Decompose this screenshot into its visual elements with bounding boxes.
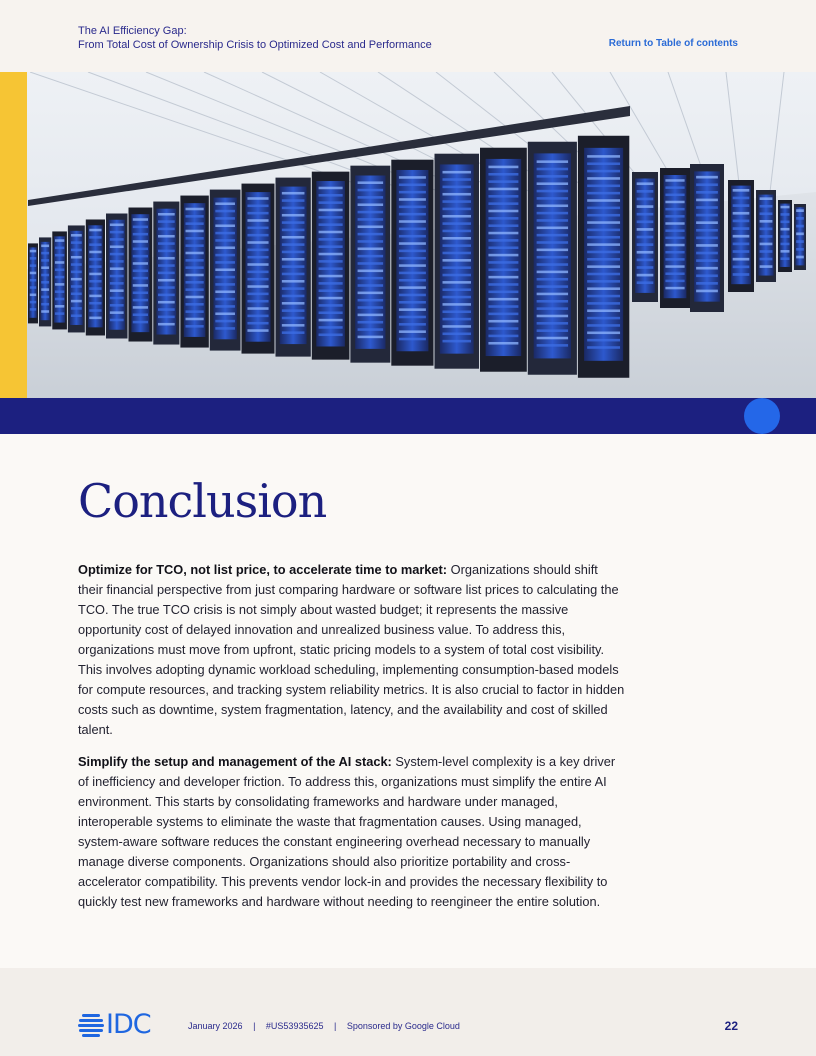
footer-meta <box>188 1021 460 1031</box>
hero-image <box>0 72 816 434</box>
paragraph-text: System-level complexity is a key driver of inefficiency and developer friction. To address this, organizations must simplify the entire AI environment. This starts by consolidating frameworks and hardware under managed, interoperable systems to eliminate the waste that fragmentation causes. Using managed, system-aware software reduces the constant engineering overhead necessary to manually manage diverse components. Organizations should also prioritize portability and cross-accelerator compatibility. This prevents vendor lock-in and provides the necessary flexibility to quickly test new frameworks and hardware without needing to reengineer the entire solution. <box>78 754 616 909</box>
blue-dot <box>744 398 780 434</box>
navy-band <box>0 398 816 434</box>
idc-logo-icon <box>78 1013 104 1037</box>
paragraph-tco <box>78 560 626 740</box>
document-title-line-2: From Total Cost of Ownership Crisis to Optimized Cost and Performance <box>78 39 432 51</box>
publication-date: January 2026 <box>188 1021 243 1031</box>
page-title: Conclusion <box>78 474 327 528</box>
document-id: #US53935625 <box>265 1021 324 1031</box>
paragraph-lead: Simplify the setup and management of the AI stack: <box>78 754 392 769</box>
page-header <box>0 0 816 72</box>
page-footer <box>0 968 816 1056</box>
document-title-line-1: The AI Efficiency Gap: <box>78 25 187 37</box>
return-to-toc-link[interactable]: Return to Table of contents <box>608 38 738 49</box>
paragraph-lead: Optimize for TCO, not list price, to accelerate time to market: <box>78 562 448 577</box>
paragraph-ai-stack <box>78 752 626 912</box>
page-number: 22 <box>724 1019 738 1033</box>
document-title <box>78 24 432 52</box>
sponsor-text: Sponsored by Google Cloud <box>346 1021 460 1031</box>
separator: | <box>334 1021 337 1031</box>
conclusion-body <box>78 560 626 924</box>
idc-logo-text: IDC <box>106 1009 151 1040</box>
paragraph-text: Organizations should shift their financial perspective from just comparing hardware or software list prices to calculating the TCO. The true TCO crisis is not simply about wasted budget; it represents the massive opportunity cost of delayed innovation and unrealized business value. To address this, organizations must move from upfront, static pricing models to a system of total cost visibility. This involves adopting dynamic workload scheduling, implementing consumption-based models for compute resources, and tracking system reliability metrics. It is also crucial to factor in hidden costs such as downtime, system fragmentation, latency, and the availability and cost of skilled talent. <box>78 562 625 737</box>
separator: | <box>253 1021 256 1031</box>
data-center-image <box>0 72 816 434</box>
yellow-accent-bar <box>0 72 27 398</box>
idc-logo <box>78 1009 151 1040</box>
